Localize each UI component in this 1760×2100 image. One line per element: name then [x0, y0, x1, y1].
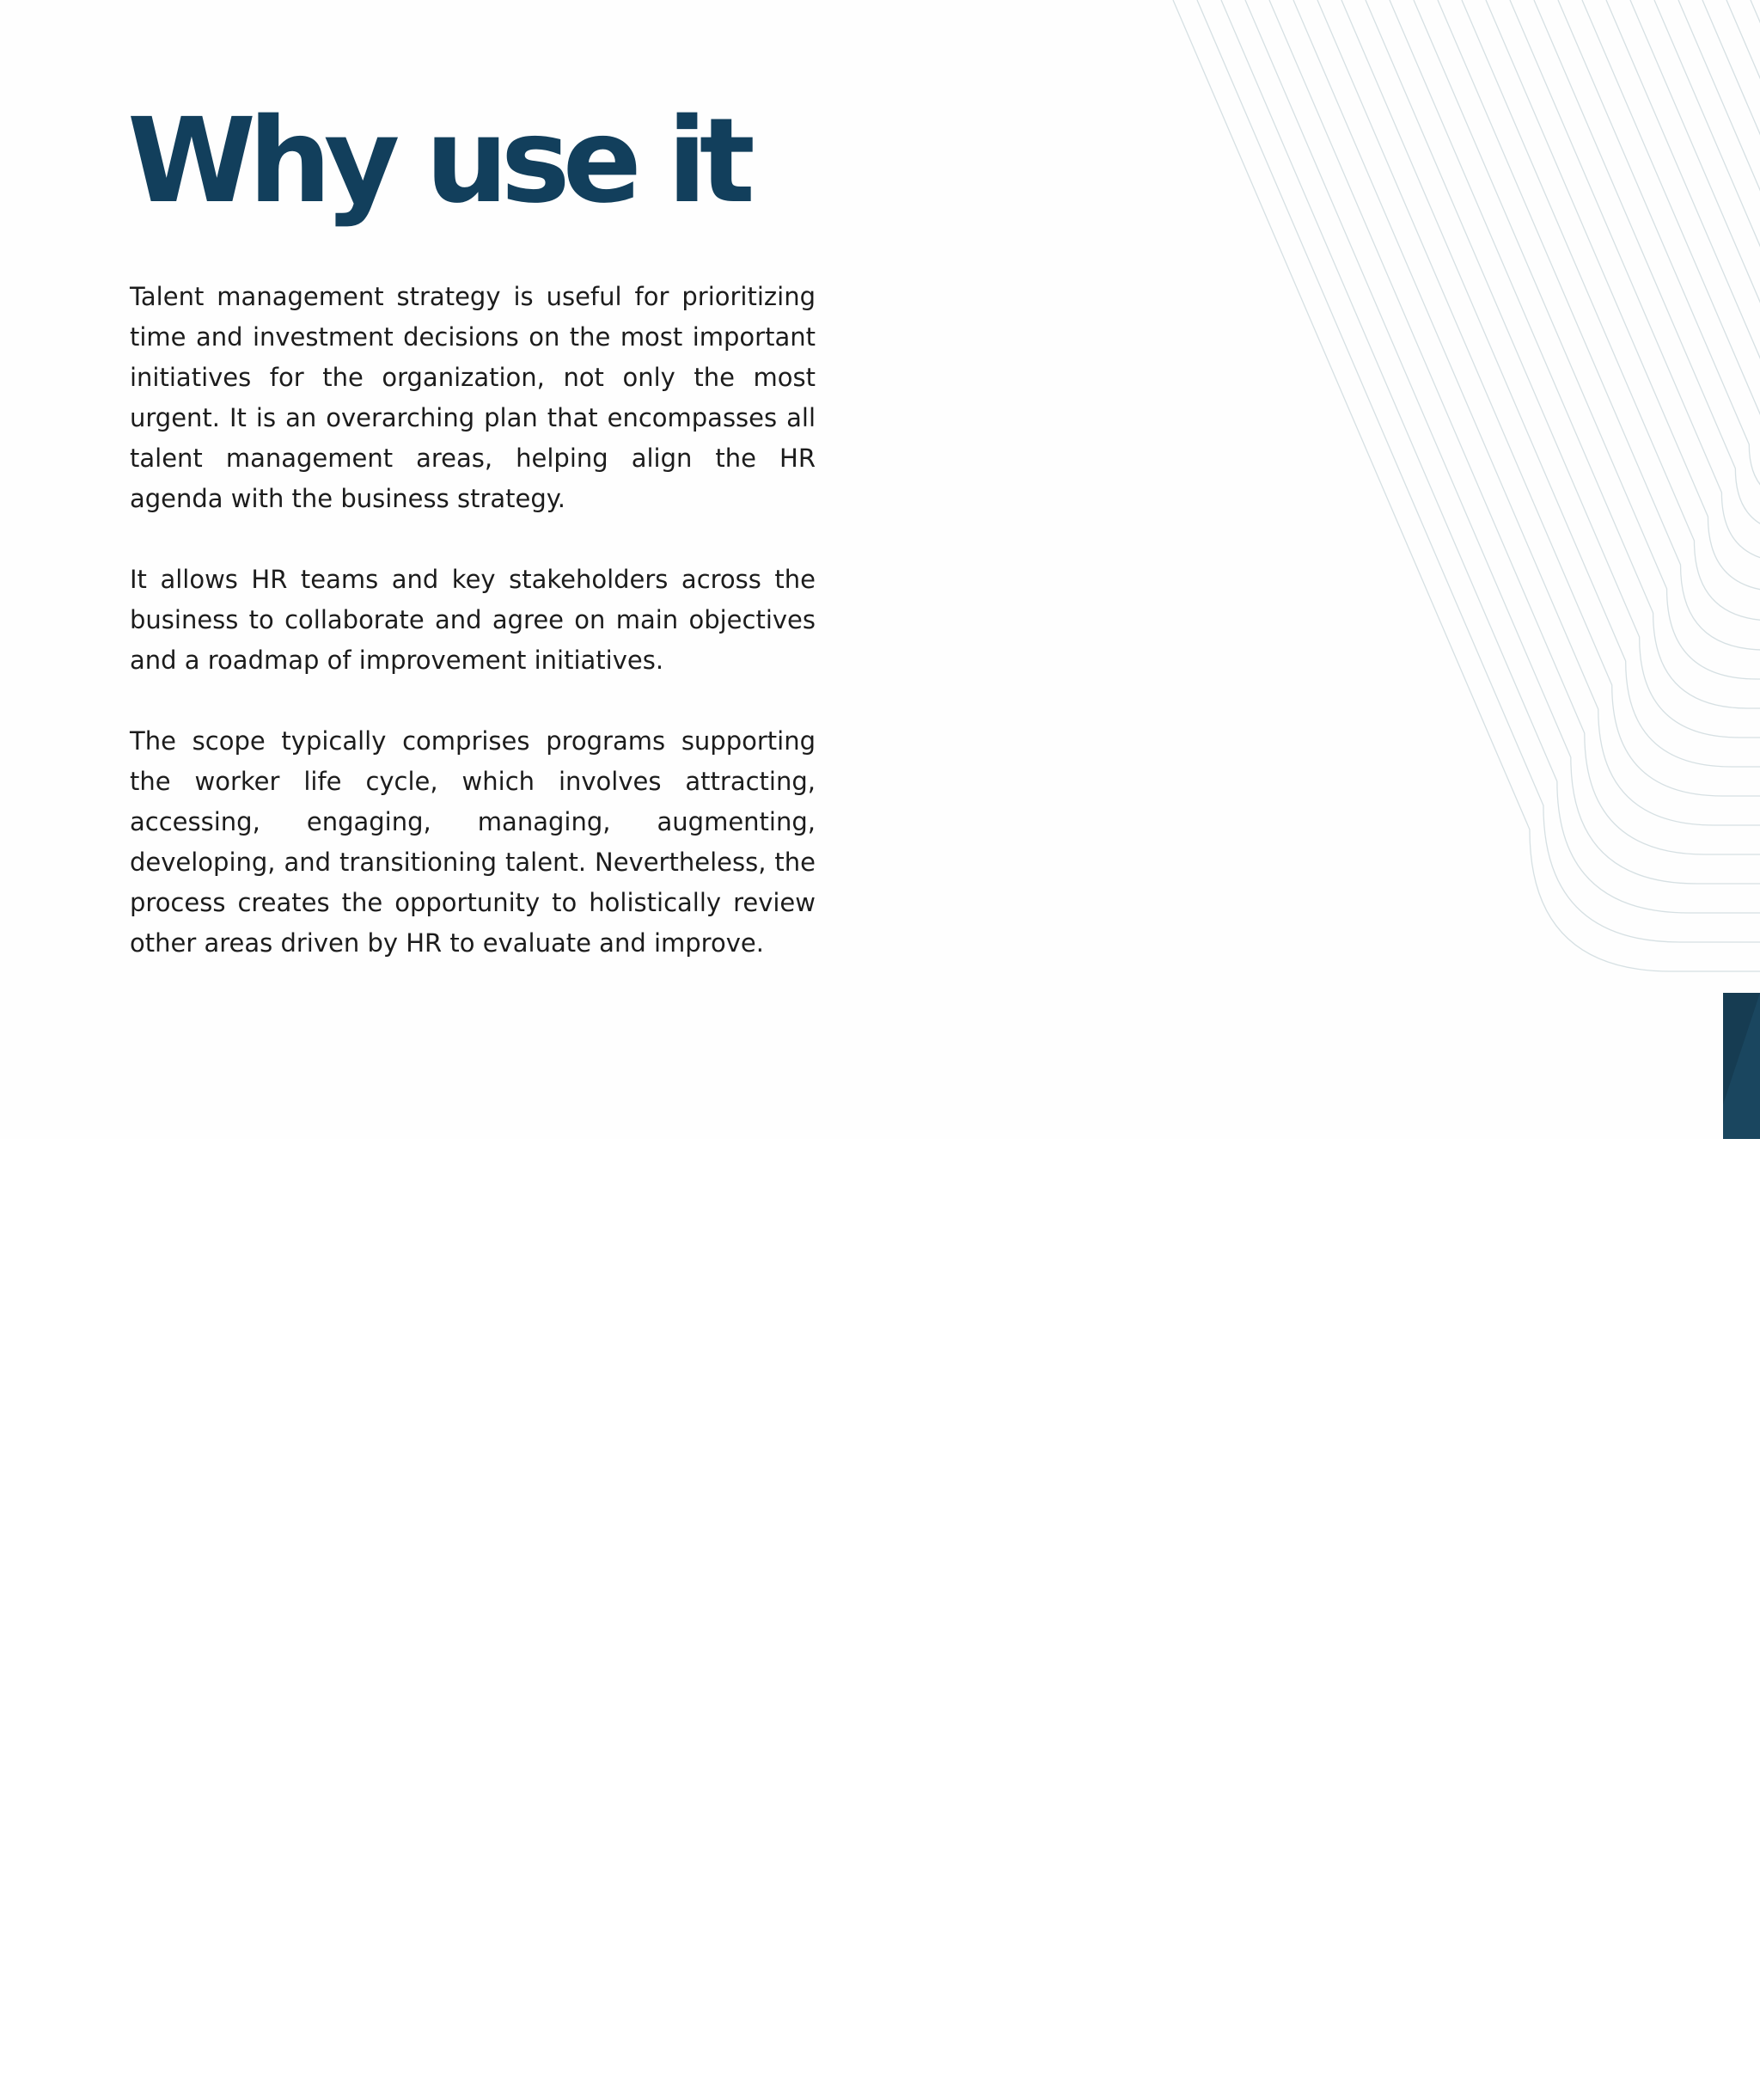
tab-accent-icon	[1723, 993, 1760, 1139]
curve-line	[1341, 0, 1760, 767]
curve-lines-group	[1173, 0, 1760, 971]
curve-line	[1245, 0, 1760, 884]
page-title: Why use it	[127, 94, 748, 230]
paragraph-2: It allows HR teams and key stakeholders across the business to collaborate and agree on main objectives and a roadmap of improvement initiatives.	[130, 565, 816, 675]
curve-line	[1751, 0, 1760, 270]
curve-line	[1702, 0, 1760, 328]
curve-line	[1558, 0, 1760, 504]
curve-line	[1173, 0, 1760, 971]
curve-line	[1269, 0, 1760, 854]
curve-line	[1221, 0, 1760, 913]
curve-line	[1678, 0, 1760, 358]
curve-line	[1486, 0, 1760, 591]
curve-line	[1534, 0, 1760, 533]
body-text	[130, 277, 816, 1004]
curve-line	[1293, 0, 1760, 825]
page-number: 4	[1736, 2082, 1747, 2100]
curve-line	[1438, 0, 1760, 650]
paragraph-1: Talent management strategy is useful for prioritizing time and investment decisions on the most important initiatives for the organization, not only the most urgent. It is an overarching plan that encompasses all talent management areas, helping align the HR agenda with the business strategy.	[130, 282, 816, 513]
page-number-tab	[1723, 993, 1760, 2100]
paragraph-3: The scope typically comprises programs supporting the worker life cycle, which involves attracting, accessing, engaging, managing, augmenting, developing, and transitioning talent. Nevertheless, the process creates the opportunity to holistically review other areas driven by HR to evaluate and improve.	[130, 726, 816, 958]
curve-line	[1654, 0, 1760, 387]
curve-line	[1317, 0, 1760, 796]
curve-line	[1414, 0, 1760, 679]
